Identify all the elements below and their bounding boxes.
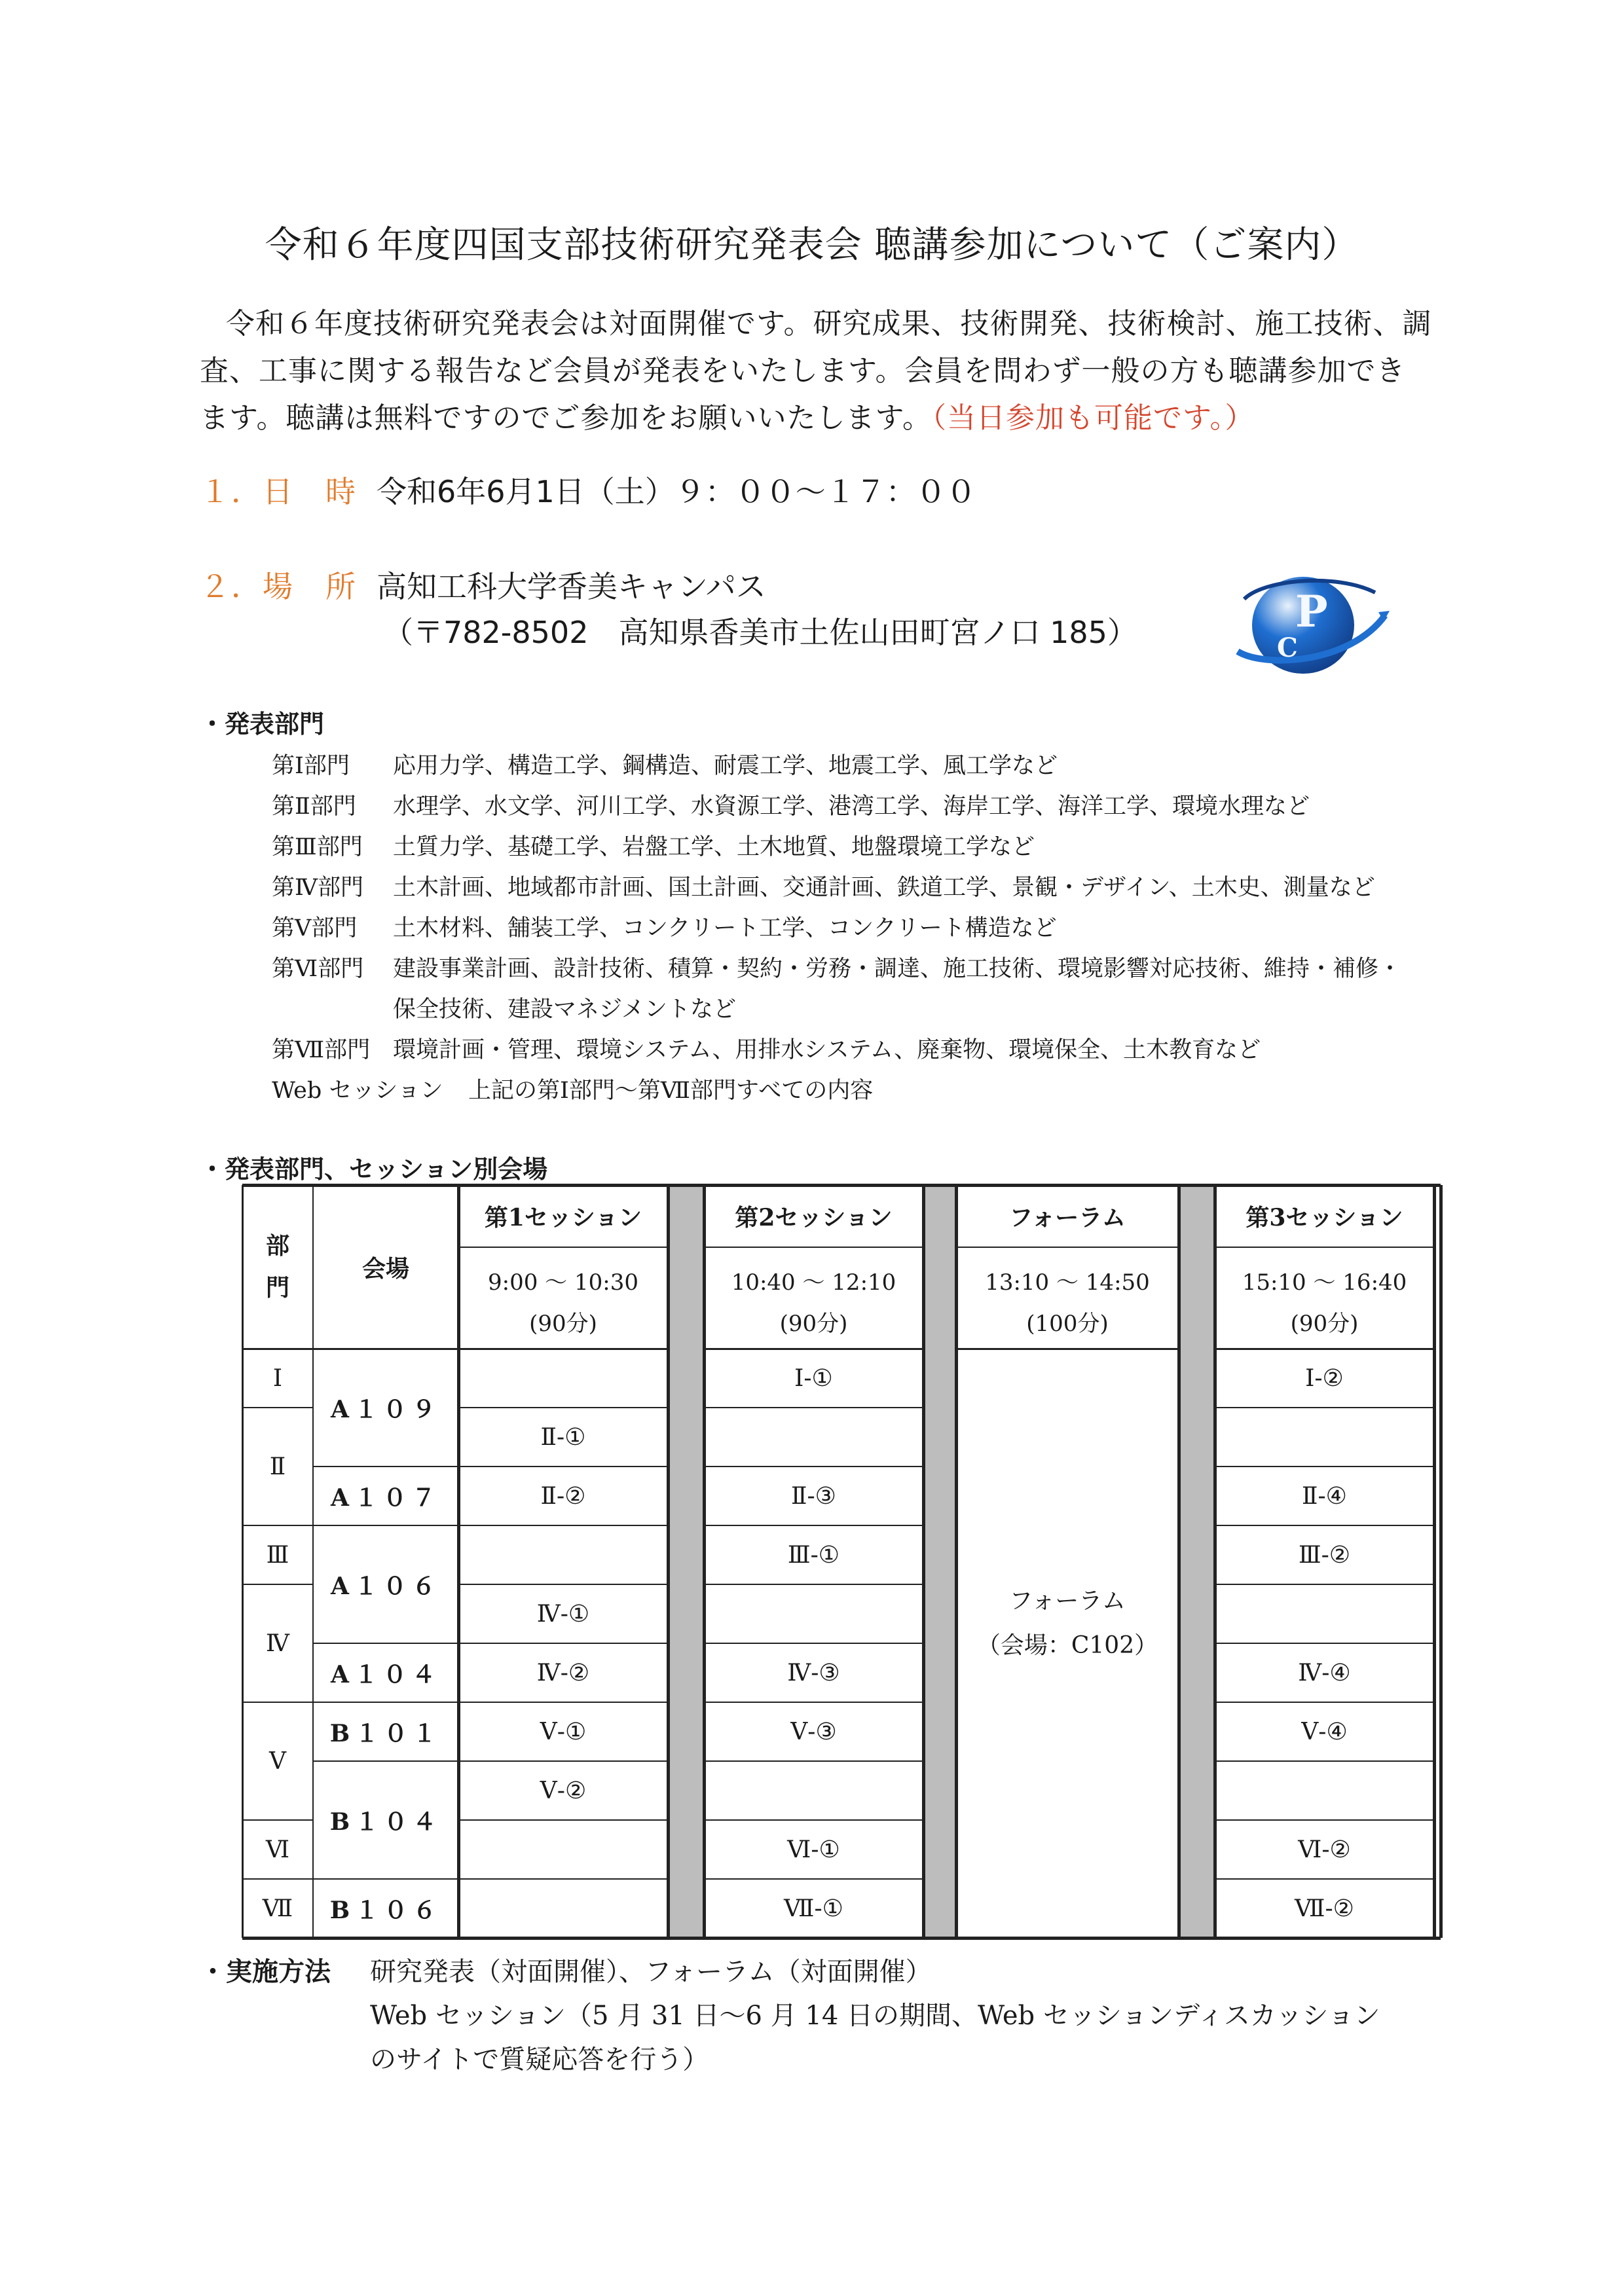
table-rule — [704, 1819, 923, 1821]
table-rule — [703, 1185, 706, 1938]
table-rule — [1439, 1185, 1443, 1938]
header-venue: 会場 — [361, 1254, 409, 1283]
session-duration: (90分) — [529, 1310, 597, 1337]
table-rule — [704, 1407, 923, 1408]
table-rule — [458, 1348, 668, 1350]
session-time: 10:40 ～ 12:10 — [731, 1269, 896, 1296]
table-rule — [242, 1878, 313, 1880]
forum-cell-title: フォーラム — [1009, 1588, 1126, 1614]
table-rule — [242, 1937, 1441, 1940]
table-rule — [313, 1643, 458, 1644]
table-rule — [956, 1348, 1179, 1350]
table-rule — [242, 1185, 244, 1938]
page-title: 令和６年度四国支部技術研究発表会 聴講参加について（ご案内） — [265, 224, 1359, 266]
table-rule — [242, 1348, 458, 1350]
session-slot: Ⅳ-③ — [787, 1659, 840, 1686]
session-gap — [1179, 1185, 1215, 1938]
table-rule — [1215, 1348, 1434, 1350]
session-slot: Ⅲ-① — [787, 1541, 840, 1569]
session-name: フォーラム — [1009, 1204, 1126, 1231]
table-rule — [1215, 1819, 1434, 1821]
division-text: 土質力学、基礎工学、岩盤工学、土木地質、地盤環境工学など — [393, 834, 1035, 860]
division-text: 応用力学、構造工学、鋼構造、耐震工学、地震工学、風工学など — [393, 753, 1058, 779]
table-rule — [955, 1185, 958, 1938]
dept-cell: Ⅱ — [269, 1453, 286, 1480]
session-slot: Ⅵ-① — [787, 1836, 840, 1863]
table-rule — [458, 1878, 668, 1880]
division-text: 土木材料、舗装工学、コンクリート工学、コンクリート構造など — [393, 915, 1057, 941]
web-session-text: 上記の第Ⅰ部門～第Ⅶ部門すべての内容 — [468, 1078, 874, 1104]
same-day-note: （当日参加も可能です。） — [931, 401, 1255, 435]
room-cell: A１０７ — [331, 1484, 441, 1512]
division-text: 土木計画、地域都市計画、国土計画、交通計画、鉄道工学、景観・デザイン、土木史、測量など — [393, 875, 1375, 901]
header-dept-char: 門 — [265, 1274, 289, 1302]
table-rule — [457, 1185, 460, 1938]
table-rule — [1215, 1525, 1434, 1526]
session-slot: Ⅴ-④ — [1301, 1718, 1348, 1745]
divisions-heading: ・発表部門 — [200, 709, 325, 738]
table-rule — [312, 1185, 314, 1938]
session-gap — [668, 1185, 704, 1938]
table-rule — [1215, 1466, 1434, 1467]
table-rule — [1433, 1185, 1436, 1938]
dept-cell: Ⅶ — [262, 1895, 293, 1922]
session-slot: Ⅴ-② — [540, 1777, 587, 1804]
session-slot: Ⅶ-① — [784, 1895, 843, 1922]
division-label: 第Ⅴ部門 — [272, 915, 358, 941]
table-rule — [242, 1819, 313, 1821]
table-rule — [1215, 1407, 1434, 1408]
venue-name: 高知工科大学香美キャンパス — [377, 569, 766, 604]
table-rule — [667, 1185, 670, 1938]
dept-cell: Ⅴ — [269, 1747, 286, 1775]
session-slot: Ⅱ-④ — [1302, 1482, 1347, 1510]
header-dept-char: 部 — [265, 1232, 289, 1260]
datetime-label: １．日 時 — [200, 474, 357, 509]
header-dept — [242, 1185, 313, 1349]
division-label: 第Ⅰ部門 — [272, 753, 350, 779]
session-slot: Ⅰ-② — [1305, 1364, 1344, 1392]
table-rule — [1215, 1584, 1434, 1585]
division-label: 第Ⅱ部門 — [272, 793, 356, 820]
table-rule — [1215, 1702, 1434, 1703]
table-rule — [458, 1819, 668, 1821]
session-name: 第2セッション — [735, 1204, 893, 1231]
method-line-2: Web セッション（5 月 31 日～6 月 14 日の期間、Web セッションディスカッション — [370, 2001, 1380, 2031]
table-rule — [458, 1643, 668, 1644]
table-rule — [1215, 1760, 1434, 1762]
table-rule — [704, 1525, 923, 1526]
dept-cell: Ⅵ — [265, 1836, 290, 1863]
svg-text:C: C — [1277, 632, 1298, 663]
table-rule — [242, 1584, 313, 1585]
table-rule — [704, 1643, 923, 1644]
session-time: 9:00 ～ 10:30 — [488, 1269, 638, 1296]
division-text: 環境計画・管理、環境システム、用排水システム、廃棄物、環境保全、土木教育など — [393, 1037, 1261, 1063]
table-rule — [704, 1247, 923, 1248]
table-rule — [704, 1760, 923, 1762]
globe-logo-icon — [1225, 553, 1395, 684]
table-rule — [704, 1878, 923, 1880]
intro-line-2: 査、工事に関する報告など会員が発表をいたします。会員を問わず一般の方も聴講参加でき — [200, 354, 1406, 388]
table-rule — [704, 1466, 923, 1467]
session-time: 15:10 ～ 16:40 — [1242, 1269, 1407, 1296]
session-slot: Ⅱ-② — [540, 1482, 586, 1510]
table-rule — [313, 1702, 458, 1703]
session-time: 13:10 ～ 14:50 — [985, 1269, 1150, 1296]
table-rule — [458, 1760, 668, 1762]
room-cell: A１０４ — [331, 1660, 441, 1688]
table-rule — [1177, 1185, 1181, 1938]
room-cell: B１０６ — [329, 1896, 442, 1924]
session-name: 第1セッション — [484, 1204, 642, 1231]
session-slot: Ⅴ-① — [540, 1718, 587, 1745]
room-cell: A１０９ — [331, 1395, 441, 1423]
dept-cell: Ⅳ — [266, 1630, 289, 1657]
session-gap — [923, 1185, 956, 1938]
table-rule — [242, 1702, 313, 1703]
table-rule — [1215, 1643, 1434, 1644]
datetime-value: 令和6年6月1日（土）９：００～１７：００ — [377, 474, 976, 509]
room-cell: A１０６ — [331, 1572, 441, 1600]
session-slot: Ⅱ-③ — [791, 1482, 836, 1510]
method-line-1: 研究発表（対面開催）、フォーラム（対面開催） — [370, 1957, 932, 1987]
table-rule — [458, 1525, 668, 1526]
division-label: 第Ⅵ部門 — [272, 956, 364, 982]
intro-line-3 — [200, 394, 1254, 436]
table-rule — [458, 1466, 668, 1467]
table-rule — [313, 1878, 458, 1880]
division-text-continued: 保全技術、建設マネジメントなど — [393, 996, 736, 1023]
table-rule — [458, 1407, 668, 1408]
dept-cell: Ⅲ — [266, 1541, 289, 1569]
division-text: 建設事業計画、設計技術、積算・契約・労務・調達、施工技術、環境影響対応技術、維持・補修・ — [393, 956, 1402, 982]
session-slot: Ⅲ-② — [1298, 1541, 1351, 1569]
room-cell: B１０４ — [329, 1808, 442, 1836]
table-rule — [458, 1702, 668, 1703]
session-slot: Ⅳ-① — [536, 1600, 590, 1628]
session-name: 第3セッション — [1246, 1204, 1403, 1231]
table-rule — [704, 1702, 923, 1703]
session-slot: Ⅳ-④ — [1298, 1659, 1351, 1686]
schedule-heading: ・発表部門、セッション別会場 — [200, 1154, 548, 1184]
table-rule — [242, 1525, 313, 1526]
table-rule — [956, 1247, 1179, 1248]
dept-cell: Ⅰ — [272, 1364, 283, 1392]
table-rule — [458, 1584, 668, 1585]
session-slot: Ⅳ-② — [536, 1659, 590, 1686]
division-label: 第Ⅲ部門 — [272, 834, 363, 860]
table-rule — [1213, 1185, 1217, 1938]
method-label: ・実施方法 — [200, 1956, 331, 1987]
session-slot: Ⅱ-① — [540, 1423, 586, 1451]
table-rule — [242, 1407, 313, 1408]
room-cell: B１０１ — [329, 1719, 442, 1747]
table-rule — [313, 1466, 458, 1467]
method-line-3: のサイトで質疑応答を行う） — [370, 2045, 709, 2075]
table-rule — [922, 1185, 925, 1938]
division-label: 第Ⅶ部門 — [272, 1037, 371, 1063]
division-text: 水理学、水文学、河川工学、水資源工学、港湾工学、海岸工学、海洋工学、環境水理など — [393, 793, 1310, 820]
table-rule — [1215, 1247, 1434, 1248]
session-duration: (90分) — [1290, 1310, 1359, 1337]
venue-address: （〒782-8502 高知県香美市土佐山田町宮ノ口 185） — [383, 615, 1137, 650]
table-rule — [1215, 1878, 1434, 1880]
table-rule — [704, 1584, 923, 1585]
session-slot: Ⅰ-① — [794, 1364, 833, 1392]
session-slot: Ⅶ-② — [1295, 1895, 1354, 1922]
session-slot: Ⅴ-③ — [790, 1718, 837, 1745]
session-duration: (100分) — [1026, 1310, 1109, 1337]
intro-line-1: 令和６年度技術研究発表会は対面開催です。研究成果、技術開発、技術検討、施工技術、調 — [226, 307, 1432, 340]
table-rule — [313, 1760, 458, 1762]
session-duration: (90分) — [779, 1310, 848, 1337]
session-slot: Ⅵ-② — [1298, 1836, 1351, 1863]
web-session-label: Web セッション — [272, 1078, 443, 1104]
svg-text:P: P — [1295, 586, 1328, 637]
forum-cell-venue: （会場：C102） — [976, 1632, 1158, 1659]
division-label: 第Ⅳ部門 — [272, 875, 363, 901]
table-rule — [704, 1348, 923, 1350]
table-rule — [458, 1247, 668, 1248]
venue-label: ２．場 所 — [200, 569, 357, 604]
intro-line-3-text: ます。聴講は無料ですのでご参加をお願いいたします。 — [200, 401, 932, 435]
table-rule — [457, 1185, 460, 1938]
table-rule — [313, 1525, 458, 1526]
